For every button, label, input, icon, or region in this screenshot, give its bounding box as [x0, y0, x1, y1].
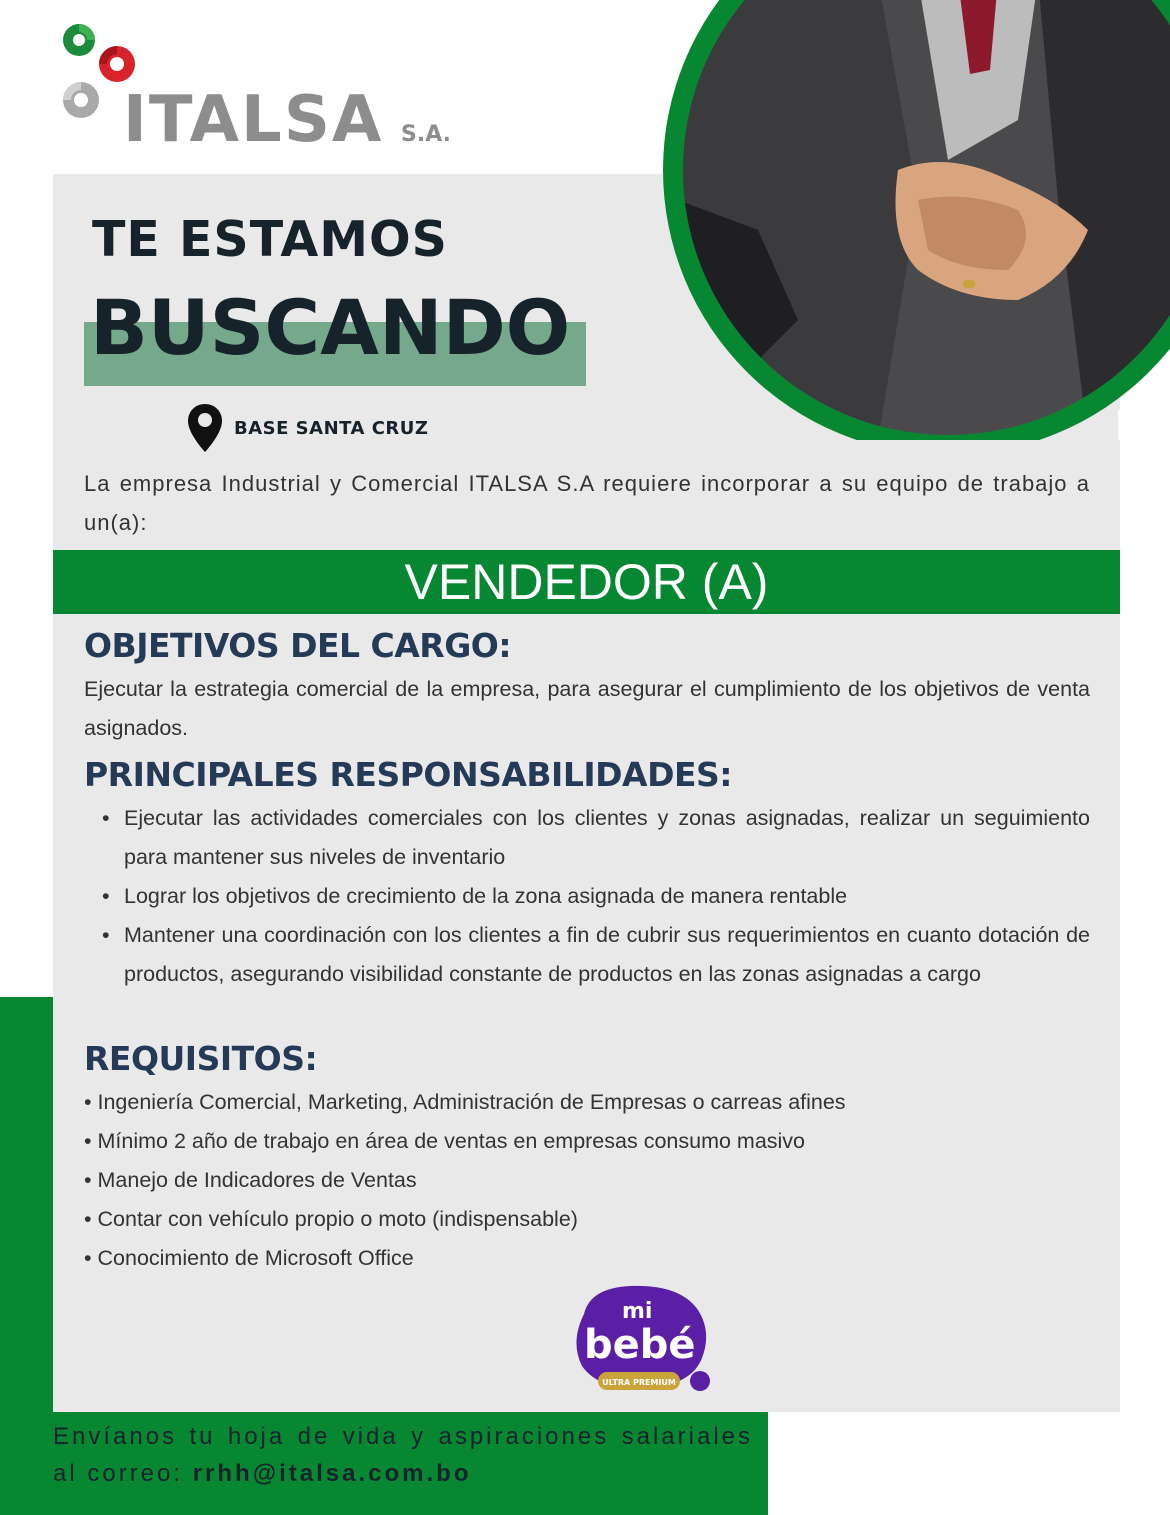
- requirements-list: [84, 1083, 1084, 1278]
- list-item: • Mínimo 2 año de trabajo en área de ventas en empresas consumo masivo: [84, 1129, 806, 1153]
- job-title: VENDEDOR (A): [404, 554, 769, 610]
- responsibilities-list: [84, 799, 1090, 994]
- requirements-title: REQUISITOS:: [84, 1039, 318, 1078]
- list-item: • Manejo de Indicadores de Ventas: [84, 1168, 417, 1192]
- brand-tagline: ULTRA PREMIUM: [602, 1378, 676, 1387]
- list-item: • Ingeniería Comercial, Marketing, Administración de Empresas o carreas afines: [84, 1090, 846, 1114]
- contact-email[interactable]: rrhh@italsa.com.bo: [192, 1460, 472, 1487]
- list-item: • Ejecutar las actividades comerciales con los clientes y zonas asignadas, realizar un seguimiento para mantener sus niveles de inventario: [124, 799, 1090, 877]
- list-item: • Conocimiento de Microsoft Office: [84, 1246, 414, 1270]
- company-name: ITALSA: [123, 83, 384, 157]
- company-logo: [55, 20, 475, 160]
- mi-bebe-logo: [570, 1284, 712, 1398]
- hero-heading-line2: BUSCANDO: [90, 283, 571, 372]
- footer-contact: [53, 1418, 753, 1492]
- responsibilities-title: PRINCIPALES RESPONSABILIDADES:: [84, 755, 732, 794]
- map-pin-icon: [186, 402, 224, 454]
- objectives-title: OBJETIVOS DEL CARGO:: [84, 626, 512, 665]
- brand-line1: mi: [622, 1299, 653, 1324]
- brand-line2: bebé: [584, 1322, 696, 1368]
- location: [186, 402, 428, 454]
- intro-text: La empresa Industrial y Comercial ITALSA S.A requiere incorporar a su equipo de trabajo a un(a):: [84, 471, 1090, 535]
- list-item: • Lograr los objetivos de crecimiento de la zona asignada de manera rentable: [124, 877, 1090, 916]
- company-suffix: S.A.: [401, 122, 451, 147]
- handshake-photo: [618, 0, 1170, 440]
- hero-heading-line1: TE ESTAMOS: [92, 211, 448, 268]
- list-item: • Mantener una coordinación con los clientes a fin de cubrir sus requerimientos en cuanto dotación de productos, asegurando visibilidad constante de productos en las zonas asignadas a cargo: [124, 916, 1090, 994]
- footer-text: Envíanos tu hoja de vida y aspiraciones salariales al correo:: [53, 1423, 753, 1487]
- objectives-text: Ejecutar la estrategia comercial de la empresa, para asegurar el cumplimiento de los objetivos de venta asignados.: [84, 677, 1090, 740]
- list-item: • Contar con vehículo propio o moto (indispensable): [84, 1207, 578, 1231]
- location-label: BASE SANTA CRUZ: [234, 417, 429, 439]
- job-title-band: [53, 550, 1120, 614]
